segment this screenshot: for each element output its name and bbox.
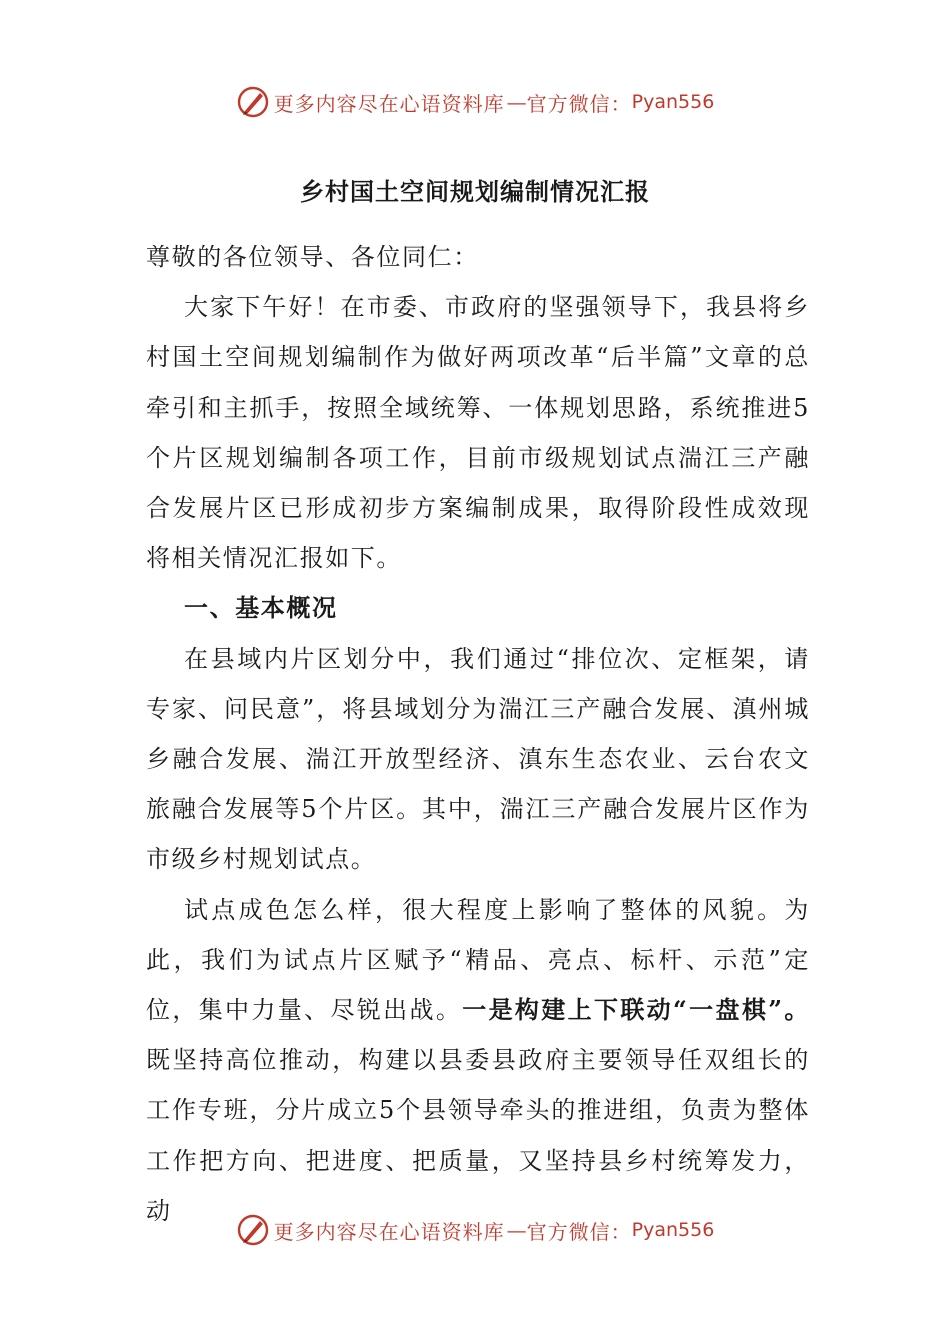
pilot-paragraph-lead: 试点成色怎么样，很大程度上影响了整体的风貌。为此，我们为试点片区赋予“精品、亮点、标杆、示范”定位，集中力量、尽锐出战。 [146, 895, 810, 1025]
quill-pen-icon [236, 85, 270, 119]
watermark-separator: — [506, 90, 525, 114]
section-heading: 一、基本概况 [184, 593, 338, 623]
pilot-paragraph-bold: 一是构建上下联动“一盘棋”。 [462, 995, 810, 1025]
pilot-paragraph [146, 885, 810, 1236]
document-body [146, 232, 810, 1236]
watermark-banner-top [0, 80, 950, 124]
watermark-text: 更多内容尽在心语资料库 [273, 91, 505, 116]
watermark-banner-bottom [0, 1208, 950, 1252]
document-title: 乡村国土空间规划编制情况汇报 [300, 177, 650, 206]
salutation: 尊敬的各位领导、各位同仁： [146, 243, 479, 271]
watermark-id: Pyan556 [631, 1219, 715, 1241]
watermark-separator: — [506, 1218, 525, 1242]
watermark-label: 官方微信： [526, 1219, 632, 1244]
watermark-label: 官方微信： [526, 91, 632, 116]
pilot-paragraph-rest: 既坚持高位推动，构建以县委县政府主要领导任双组长的工作专班，分片成立5个县领导牵头的推进组，负责为整体工作把方向、把进度、把质量，又坚持县乡村统筹发力，动 [146, 1046, 810, 1225]
quill-pen-icon [236, 1213, 270, 1247]
intro-paragraph: 大家下午好！在市委、市政府的坚强领导下，我县将乡村国土空间规划编制作为做好两项改革“后半篇”文章的总牵引和主抓手，按照全域统筹、一体规划思路，系统推进5个片区规划编制各项工作，目前市级规划试点湍江三产融合发展片区已形成初步方案编制成果，取得阶段性成效现将相关情况汇报如下。 [146, 293, 810, 573]
watermark-text: 更多内容尽在心语资料库 [273, 1219, 505, 1244]
watermark-id: Pyan556 [631, 91, 715, 113]
overview-paragraph: 在县域内片区划分中，我们通过“排位次、定框架，请专家、问民意”，将县域划分为湍江三产融合发展、滇州城乡融合发展、湍江开放型经济、滇东生态农业、云台农文旅融合发展等5个片区。其中，湍江三产融合发展片区作为市级乡村规划试点。 [146, 644, 810, 874]
